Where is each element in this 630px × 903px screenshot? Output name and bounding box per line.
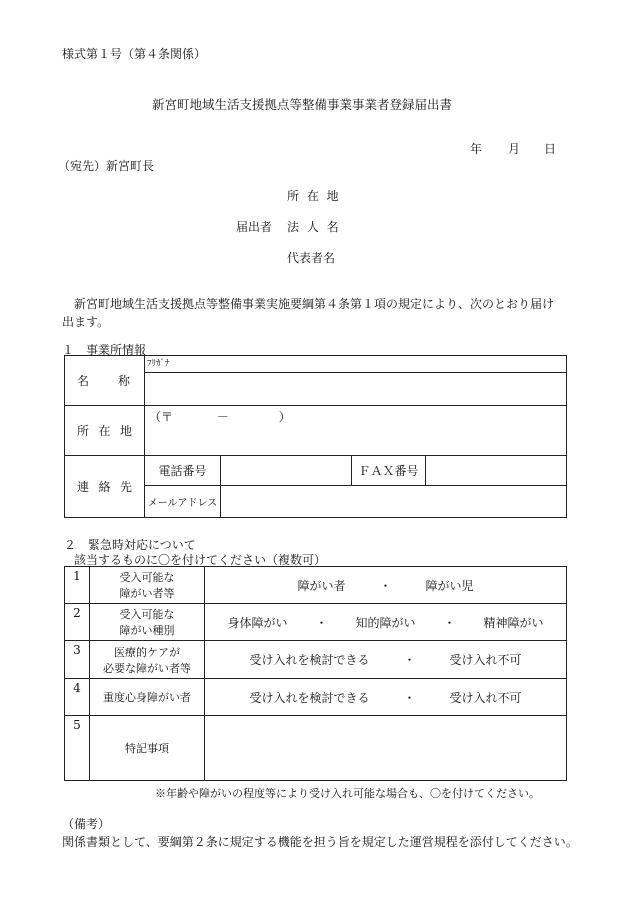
phone-label: 電話番号 (145, 456, 221, 486)
address-label-char: 所 (77, 424, 90, 438)
row-number: 4 (65, 679, 90, 716)
remarks-text: 関係書類として、要綱第２条に規定する機能を担う旨を規定した運営規程を添付してください。 (62, 835, 578, 849)
furigana-label: ﾌﾘｶﾞﾅ (147, 359, 170, 369)
phone-input[interactable] (221, 456, 352, 486)
section2-heading: ２ 緊急時対応について (64, 538, 196, 552)
fax-label: ＦＡＸ番号 (352, 456, 426, 486)
option-separator: ・ (403, 653, 416, 667)
table-row (65, 716, 567, 781)
row-label-line: 必要な障がい者等 (103, 661, 191, 675)
row-label (90, 679, 205, 716)
remarks-label: 特記事項 (90, 716, 205, 781)
email-input[interactable] (221, 486, 567, 518)
section2-note: ※年齢や障がいの程度等により受け入れ可能な場合も、〇を付けてください。 (155, 787, 540, 800)
contact-label-cell (65, 456, 145, 518)
representative-label: 代表者名 (287, 251, 336, 265)
fax-input[interactable] (426, 456, 567, 486)
row-label (90, 604, 205, 641)
row-number: 3 (65, 641, 90, 679)
table-row (65, 679, 567, 716)
option-disabled-person[interactable]: 障がい者 (297, 578, 346, 593)
postal-mark: （〒 (149, 410, 174, 424)
remarks-input[interactable] (205, 716, 567, 781)
option-not-acceptable[interactable]: 受け入れ不可 (449, 653, 522, 667)
remarks-heading: （備考） (62, 817, 111, 831)
option-can-consider[interactable]: 受け入れを検討できる (249, 653, 370, 667)
option-can-consider[interactable]: 受け入れを検討できる (249, 690, 370, 705)
address-label-char: 在 (98, 424, 111, 438)
row-number: 2 (65, 604, 90, 641)
email-label: メールアドレス (145, 486, 221, 518)
name-label-cell (65, 356, 145, 406)
table-row (65, 604, 567, 641)
row-label-line: 医療的ケアが (114, 645, 180, 659)
contact-label-char: 絡 (98, 480, 111, 494)
name-value-cell[interactable] (145, 356, 567, 406)
corporation-name-label: 法 人 名 (287, 220, 341, 234)
row-label (90, 567, 205, 604)
row-label (90, 641, 205, 679)
option-disabled-child[interactable]: 障がい児 (425, 578, 474, 593)
option-separator: ・ (379, 578, 392, 593)
section2-instruction: 該当するものに〇を付けてください（複数可） (74, 553, 327, 567)
row-options[interactable] (205, 679, 567, 716)
intro-line-1: 新宮町地域生活支援拠点等整備事業実施要綱第４条第１項の規定により、次のとおり届け (74, 297, 555, 311)
date-month: 月 (508, 142, 521, 156)
address-label-char: 地 (119, 424, 132, 438)
section1-heading: １ 事業所情報 (62, 343, 147, 357)
contact-label-char: 連 (77, 480, 90, 494)
notifier-label: 届出者 (236, 220, 273, 234)
row-label-line: 受入可能な (119, 571, 175, 584)
table-row (65, 567, 567, 604)
option-separator: ・ (315, 615, 328, 630)
postal-dash: － (216, 410, 229, 424)
address-label-cell (65, 406, 145, 456)
addressee: （宛先）新宮町長 (58, 159, 155, 173)
intro-line-2: 出ます。 (62, 315, 110, 329)
table-row (65, 641, 567, 679)
postal-close: ） (278, 410, 291, 424)
applicant-location-label: 所 在 地 (287, 189, 341, 203)
form-number: 様式第１号（第４条関係） (62, 47, 207, 61)
option-separator: ・ (443, 615, 456, 630)
address-value-cell[interactable] (145, 406, 567, 456)
option-separator: ・ (403, 690, 416, 705)
date-day: 日 (544, 142, 557, 156)
row-number: 1 (65, 567, 90, 604)
date-year: 年 (470, 142, 483, 156)
row-number: 5 (65, 716, 90, 781)
contact-label-char: 先 (119, 480, 132, 494)
row-label-line: 障がい者等 (119, 587, 175, 600)
row-label-line: 障がい種別 (119, 624, 175, 637)
option-mental[interactable]: 精神障がい (483, 615, 544, 630)
row-label-line: 重度心身障がい者 (103, 691, 191, 704)
option-intellectual[interactable]: 知的障がい (355, 615, 416, 630)
facility-info-table (64, 355, 567, 518)
row-options[interactable] (205, 641, 567, 679)
emergency-table (64, 566, 567, 781)
name-label-char: 名 (77, 374, 90, 388)
row-label-line: 受入可能な (119, 608, 175, 621)
row-options[interactable] (205, 604, 567, 641)
option-not-acceptable[interactable]: 受け入れ不可 (449, 690, 522, 705)
name-label-char: 称 (117, 374, 130, 388)
document-title: 新宮町地域生活支援拠点等整備事業事業者登録届出書 (152, 97, 453, 112)
option-physical[interactable]: 身体障がい (227, 615, 288, 630)
row-options[interactable] (205, 567, 567, 604)
